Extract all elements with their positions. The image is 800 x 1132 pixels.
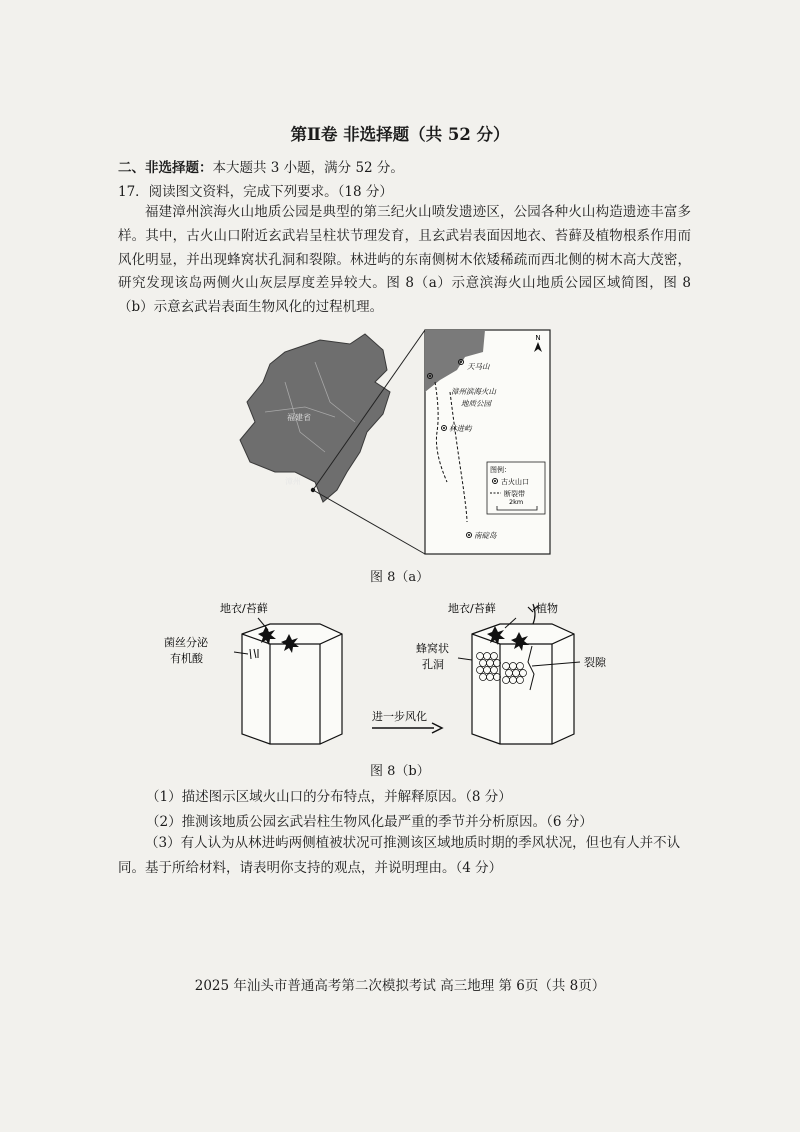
part-heading: 二、非选择题： bbox=[118, 160, 213, 176]
park-label-2: 地质公园 bbox=[461, 399, 491, 408]
right-top-label-1: 地衣/苔藓 bbox=[448, 602, 496, 615]
north-arrow: N bbox=[535, 334, 541, 342]
part-line bbox=[118, 156, 404, 176]
right-side-label-2: 孔洞 bbox=[422, 658, 444, 671]
tianma-label: 天马山 bbox=[467, 362, 490, 371]
legend-scale: 2km bbox=[509, 498, 524, 506]
legend-fault: 断裂带 bbox=[504, 490, 525, 498]
figure-8b-diagram bbox=[160, 594, 630, 754]
legend-crater: 古火山口 bbox=[501, 478, 529, 486]
section-title: 第Ⅱ卷 非选择题（共 52 分） bbox=[290, 125, 510, 144]
arrow-label: 进一步风化 bbox=[372, 710, 427, 723]
passage-text: 福建漳州滨海火山地质公园是典型的第三纪火山喷发遗迹区，公园各种火山构造遗迹丰富多样。其中，古火山口附近玄武岩呈柱状节理发育，且玄武岩表面因地衣、苔藓及植物根系作用而风化明显，并出现蜂窝状孔洞和裂隙。林进屿的东南侧树木依矮稀疏而西北侧的树木高大茂密，研究发现该岛两侧火山灰层厚度差异较大。图 8（a）示意滨海火山地质公园区域简图，图 8（b）示意玄武岩表面生物风化的过程机理。 bbox=[118, 204, 691, 316]
question-17-heading: 17．阅读图文资料，完成下列要求。（18 分） bbox=[118, 184, 393, 200]
province-label: 福建省 bbox=[287, 413, 311, 422]
linjin-label: 林进屿 bbox=[449, 424, 472, 433]
subquestion-3: （3）有人认为从林进屿两侧植被状况可推测该区域地质时期的季风状况，但也有人并不认同。基于所给材料，请表明你支持的观点，并说明理由。（4 分） bbox=[118, 835, 681, 876]
fujian-province-shape bbox=[240, 334, 390, 502]
left-side-label-1: 菌丝分泌 bbox=[164, 636, 208, 649]
park-label-1: 漳州滨海火山 bbox=[451, 387, 496, 396]
figure-8b-caption: 图 8（b） bbox=[370, 764, 430, 779]
basalt-column-after bbox=[458, 604, 580, 744]
subquestion-1: （1）描述图示区域火山口的分布特点，并解释原因。（8 分） bbox=[146, 789, 512, 805]
part-desc: 本大题共 3 小题，满分 52 分。 bbox=[212, 160, 404, 176]
page-footer: 2025 年汕头市普通高考第二次模拟考试 高三地理 第 6页（共 8页） bbox=[194, 978, 606, 994]
crack-label: 裂隙 bbox=[584, 656, 606, 669]
right-top-label-2: 植物 bbox=[536, 602, 558, 615]
subquestion-2: （2）推测该地质公园玄武岩柱生物风化最严重的季节并分析原因。（6 分） bbox=[146, 814, 593, 830]
city-label: 漳州 bbox=[285, 477, 301, 486]
right-side-label-1: 蜂窝状 bbox=[416, 642, 449, 655]
basalt-column-before bbox=[234, 618, 342, 744]
nanding-label: 南碇岛 bbox=[474, 531, 497, 540]
figure-8a-caption: 图 8（a） bbox=[370, 570, 430, 585]
figure-8a-map bbox=[225, 322, 555, 562]
left-side-label-2: 有机酸 bbox=[170, 652, 203, 665]
left-top-label: 地衣/苔藓 bbox=[220, 602, 268, 615]
legend-title: 图例： bbox=[490, 466, 511, 474]
